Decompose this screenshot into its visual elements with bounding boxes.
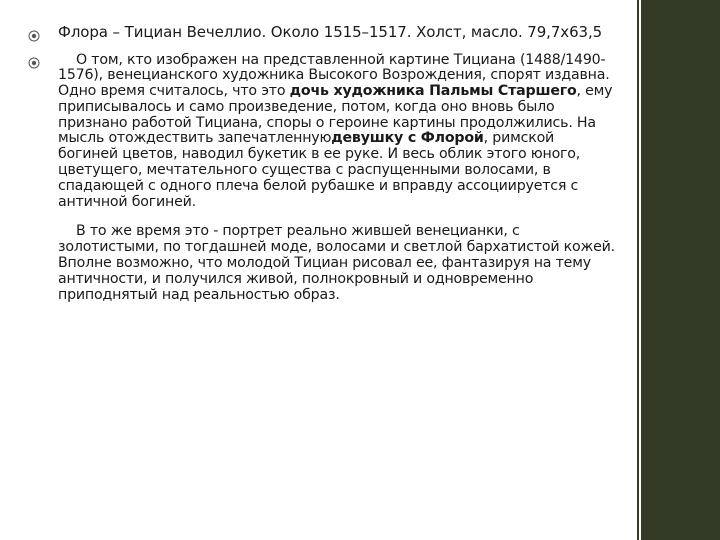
decorative-sidebar (637, 0, 720, 540)
highlight-daughter: дочь художника Пальмы Старшего (289, 83, 577, 100)
sidebar-divider-line (639, 0, 641, 540)
paragraph-2 (18, 224, 618, 303)
paragraph-1-part-c: , ему приписывалось и само произведение, потом, когда оно вновь было признано работой Тициана, споры о героине картины продолжились. На мысль отождествить запечатленную (58, 83, 613, 147)
paragraph-1-part-a: О том, кто изображен на представленной картине Тициана (1488/1490-1576), венецианского художника Высокого Возрождения, спорят издавна. Одно время считалось, что это (58, 51, 610, 100)
paragraph-1-part-e: , римской богиней цветов, наводил букетик в ее руке. И весь облик этого юного, цветущего, мечтательного существа с распущенными волосами, в спадающей с одного плеча белой рубашке и вправду ассоциируется с античной богиней. (58, 130, 581, 210)
circled-dot-icon (28, 30, 40, 42)
paragraph-2-text: В то же время это - портрет реально жившей венецианки, с золотистыми, по тогдашней моде, волосами и светлой бархатистой кожей. Вполне возможно, что молодой Тициан рисовал ее, фантазируя на тему античности, и получился живой, полнокровный и одновременно приподнятый над реальностью образ. (58, 223, 615, 303)
slide-title: Флора – Тициан Вечеллио. Около 1515–1517. Холст, масло. 79,7х63,5 (58, 23, 603, 41)
bullet-item-paragraph (18, 53, 618, 211)
slide-content (18, 24, 618, 303)
paragraph-1 (58, 53, 618, 211)
highlight-flora: девушку с Флорой (331, 130, 484, 147)
bullet-item-title (18, 24, 618, 41)
circled-dot-icon (28, 57, 40, 69)
